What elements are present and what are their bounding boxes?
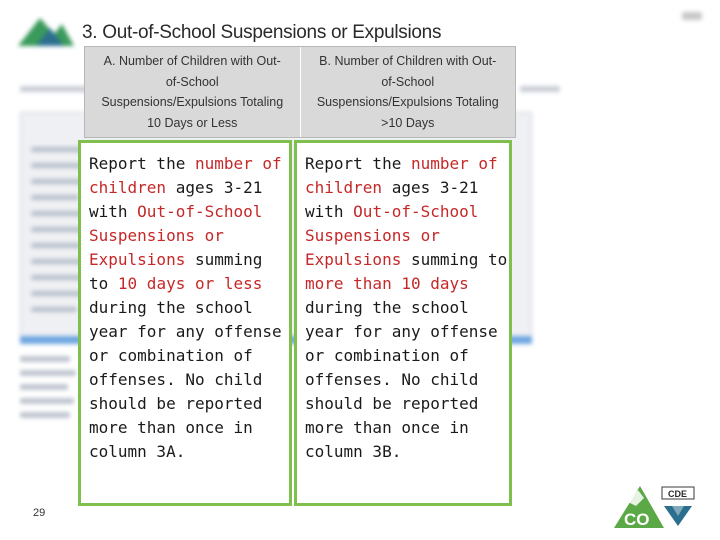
column-a-explanation [78, 140, 292, 506]
slide-number: 29 [33, 507, 46, 519]
highlighted-term: more than 10 days [305, 274, 469, 293]
highlighted-term: number of children [305, 154, 498, 197]
highlighted-term: Out-of-School Suspensions or Expulsions [305, 202, 479, 269]
explanation-text: summing to [401, 250, 508, 269]
explanation-text: during the school year for any offense or combination of offenses. No child should be reported more than once in column 3B. [305, 298, 498, 461]
svg-text:CDE: CDE [668, 489, 688, 499]
explanation-text: Report the [305, 154, 411, 173]
explanation-text: during the school year for any offense or combination of offenses. No child should be reported more than once in column 3A. [89, 298, 282, 461]
column-b-explanation [294, 140, 512, 506]
page-label [682, 12, 702, 20]
highlighted-term: Out-of-School Suspensions or Expulsions [89, 202, 263, 269]
column-a-header: A. Number of Children with Out-of-School Suspensions/Expulsions Totaling 10 Days or Less [85, 47, 301, 137]
explanation-text: ages 3-21 with [89, 178, 263, 221]
highlighted-term: number of children [89, 154, 282, 197]
mountain-logo-icon [18, 12, 74, 46]
column-b-header: B. Number of Children with Out-of-School Suspensions/Expulsions Totaling >10 Days [316, 54, 499, 130]
column-header-row [84, 46, 516, 138]
svg-text:CO: CO [624, 510, 650, 529]
explanation-text: ages 3-21 with [305, 178, 479, 221]
explanation-text: Report the [89, 154, 195, 173]
cde-colorado-logo-icon [614, 484, 700, 530]
explanation-text: summing to [89, 250, 263, 293]
highlighted-term: 10 days or less [117, 274, 263, 293]
slide-title: 3. Out-of-School Suspensions or Expulsions [82, 22, 442, 43]
